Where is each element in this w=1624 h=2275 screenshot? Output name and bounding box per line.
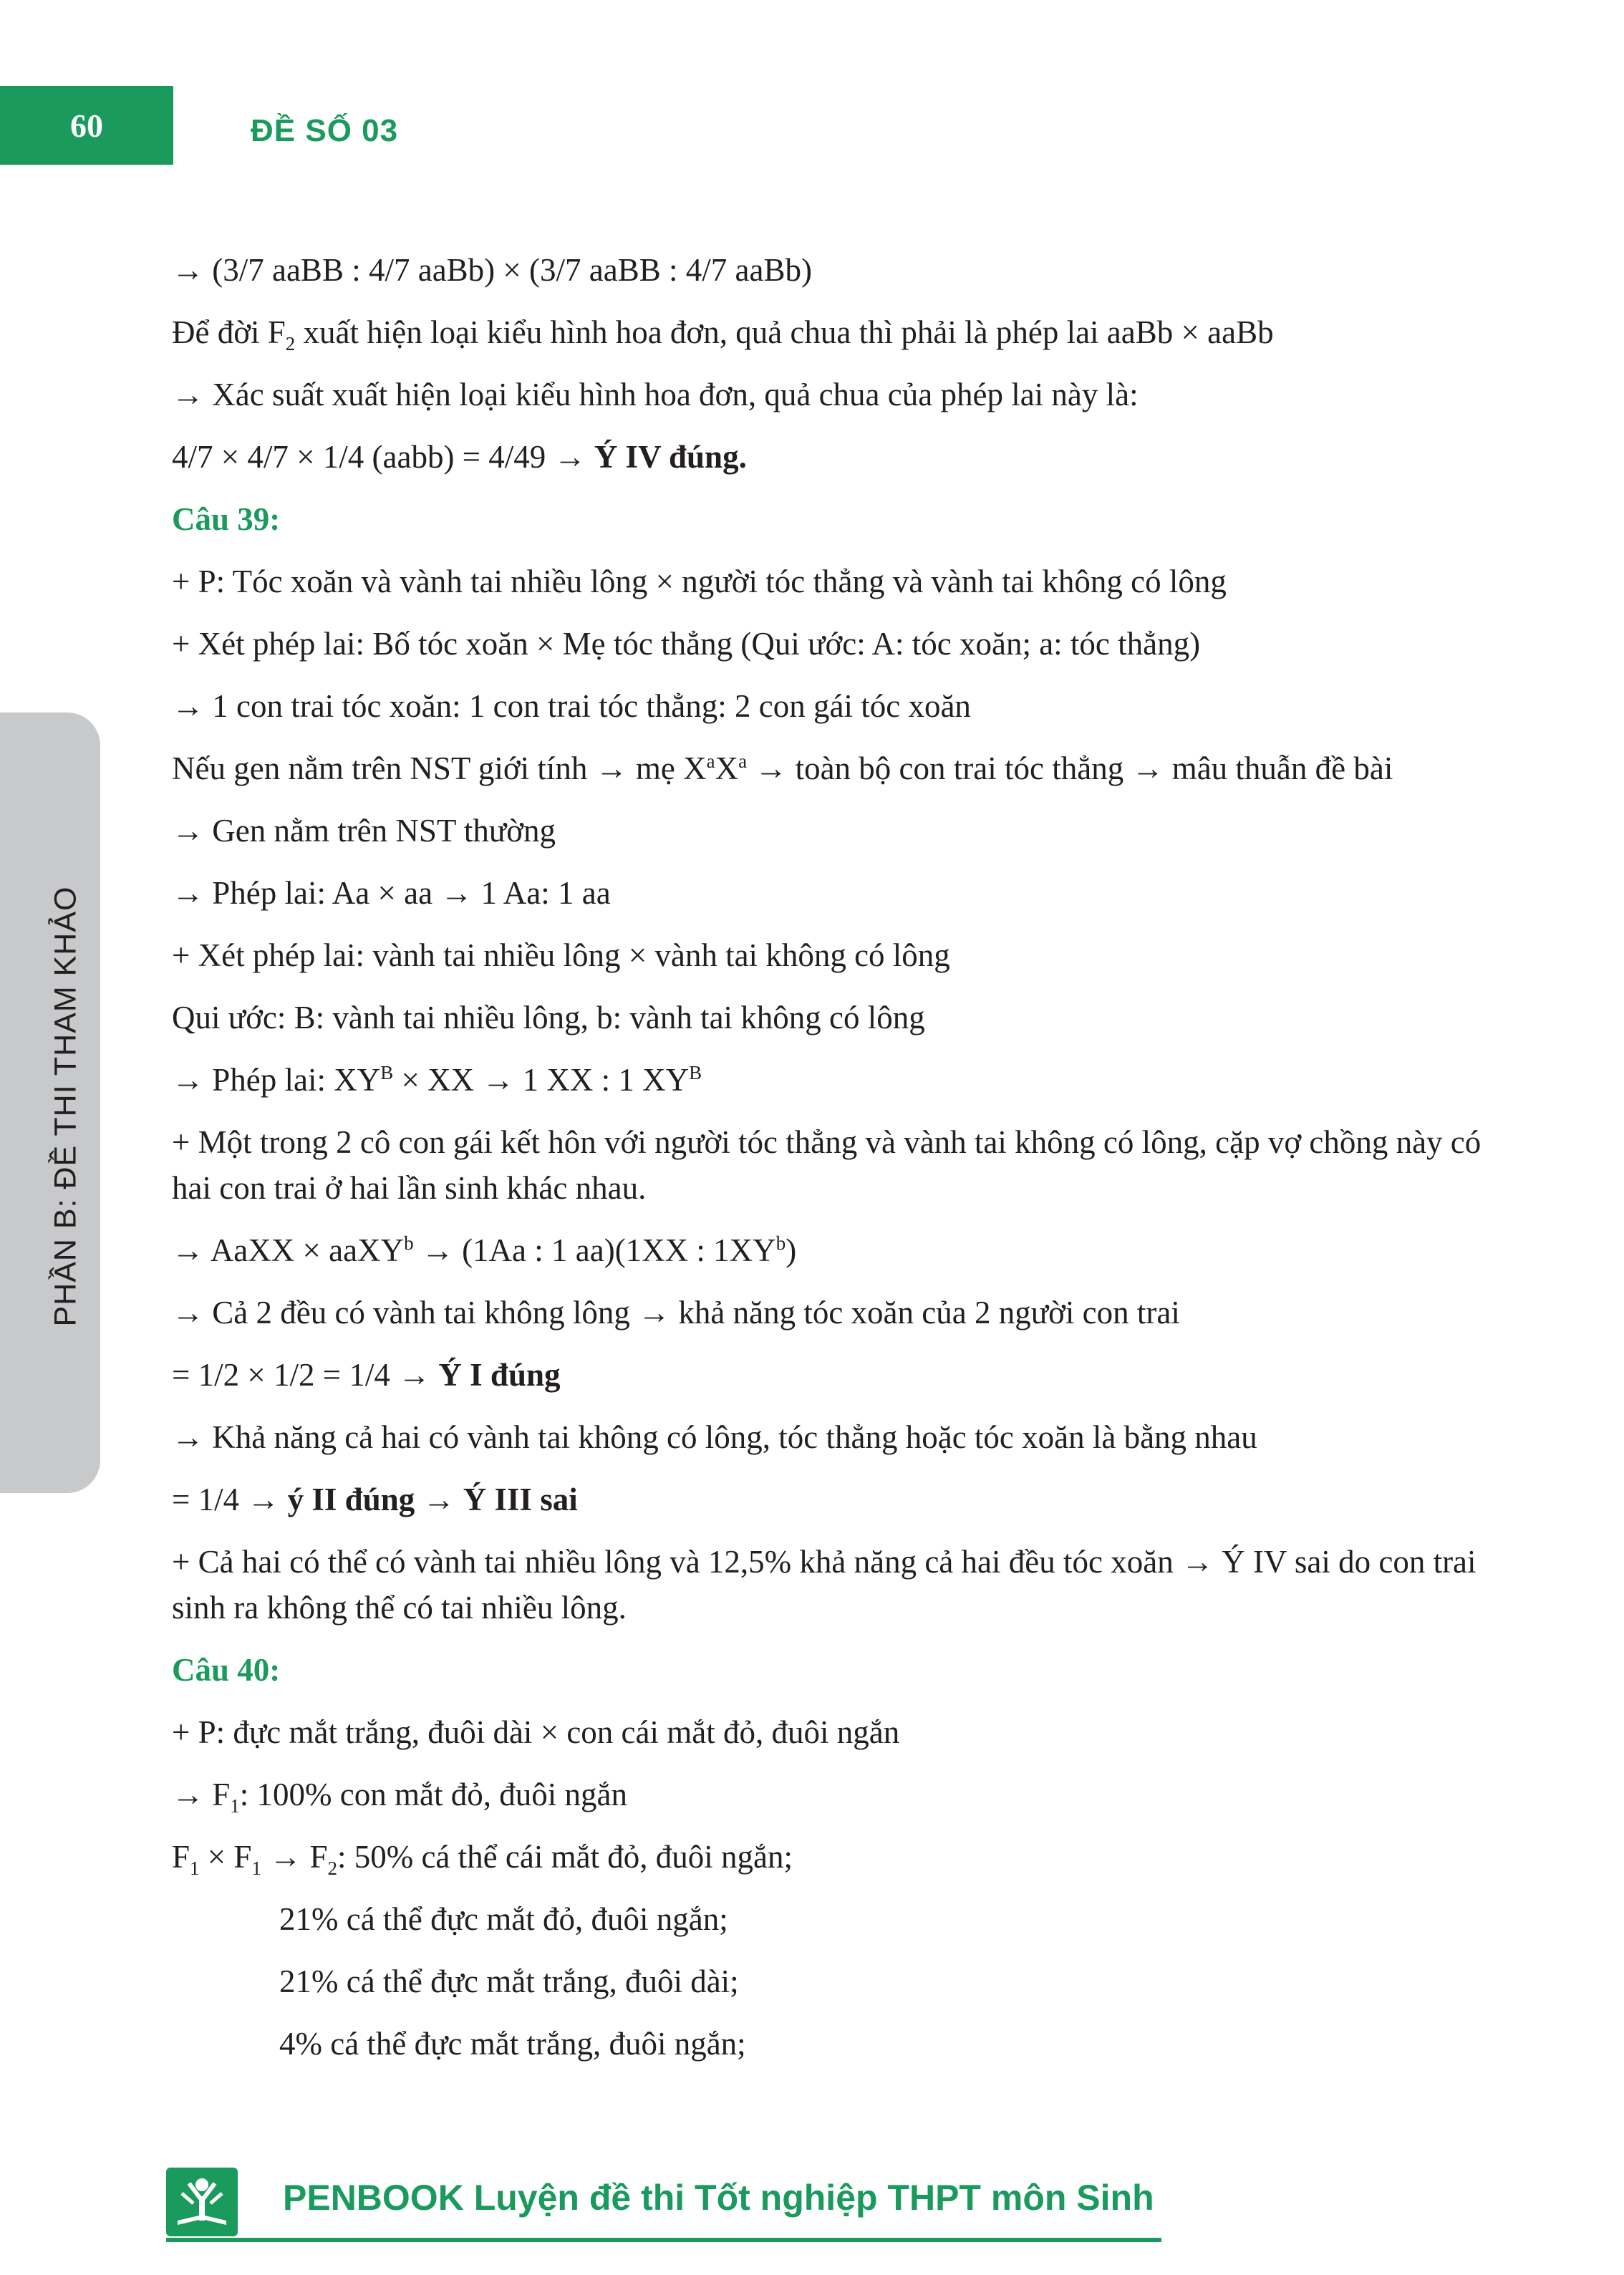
text-line: Để đời $F_2$ xuất hiện loại kiểu hình hoa đơn, quả chua thì phải là phép lai aaBb × aaBb [172,314,1274,354]
text-line: + Cả hai có thể có vành tai nhiều lông và 12,5% khả năng cả hai đều tóc xoăn → Ý IV sai do con trai sinh ra không thể có tai nhiều lông. [172,1544,1476,1626]
page-content [172,247,1482,2083]
text-line: + Xét phép lai: vành tai nhiều lông × vành tai không có lông [172,937,950,973]
text-line: + Một trong 2 cô con gái kết hôn với người tóc thẳng và vành tai không có lông, cặp vợ chồng này có hai con trai ở hai lần sinh khác nhau. [172,1124,1482,1206]
question-heading-40: Câu 40: [172,1652,281,1688]
text-line: Qui ước: B: vành tai nhiều lông, b: vành tai không có lông [172,1000,925,1035]
text-line: → (3/7 aaBB : 4/7 aaBb) × (3/7 aaBB : 4/7 aaBb) [172,252,812,288]
text-line: = 1/4 → ý II đúng → Ý III sai [172,1482,578,1517]
book-tree-logo-icon [166,2168,238,2236]
text-line: → Phép lai: Aa × aa → 1 Aa: 1 aa [172,875,611,911]
text-line: 21% cá thể đực mắt đỏ, đuôi ngắn; [279,1901,728,1937]
footer-book-title: PENBOOK Luyện đề thi Tốt nghiệp THPT môn Sinh [283,2178,1154,2218]
text-line: → 1 con trai tóc xoăn: 1 con trai tóc thẳng: 2 con gái tóc xoăn [172,688,971,724]
footer-rule [166,2238,1161,2242]
text-line: → Khả năng cả hai có vành tai không có lông, tóc thẳng hoặc tóc xoăn là bằng nhau [172,1419,1257,1455]
text-line: → Gen nằm trên NST thường [172,813,556,849]
side-tab-label: PHẦN B: ĐỀ THI THAM KHẢO [48,886,83,1327]
text-line: 4/7 × 4/7 × 1/4 (aabb) = 4/49 → Ý IV đúng. [172,439,747,475]
text-line: → Cả 2 đều có vành tai không lông → khả năng tóc xoăn của 2 người con trai [172,1295,1180,1330]
text-line: + P: đực mắt trắng, đuôi dài × con cái mắt đỏ, đuôi ngắn [172,1714,900,1750]
section-title: ĐỀ SỐ 03 [251,113,399,148]
text-line: + P: Tóc xoăn và vành tai nhiều lông × người tóc thẳng và vành tai không có lông [172,564,1227,599]
text-line: $F_1 \times F_1 \to F_2$: 50% cá thể cái mắt đỏ, đuôi ngắn; [172,1839,793,1879]
text-line: → AaXX × aaXY$^b$ → (1Aa : 1 aa)(1XX : $1XY^b$) [172,1232,797,1268]
text-line: → Phép lai: $XY^B$ × XX → 1 XX : 1 $XY^B$ [172,1062,702,1098]
text-line: → Xác suất xuất hiện loại kiểu hình hoa đơn, quả chua của phép lai này là: [172,377,1139,412]
text-line: + Xét phép lai: Bố tóc xoăn × Mẹ tóc thẳng (Qui ước: A: tóc xoăn; a: tóc thẳng) [172,626,1201,662]
text-line: → $F_1$: 100% con mắt đỏ, đuôi ngắn [172,1777,627,1817]
text-line: 4% cá thể đực mắt trắng, đuôi ngắn; [279,2026,746,2062]
text-line: 21% cá thể đực mắt trắng, đuôi dài; [279,1964,739,1999]
text-line: Nếu gen nằm trên NST giới tính → mẹ $X^aX^a$ → toàn bộ con trai tóc thẳng → mâu thuẫn đề bài [172,750,1393,786]
question-heading-39: Câu 39: [172,501,281,537]
page-number: 60 [0,86,173,165]
text-line: = 1/2 × 1/2 = 1/4 → Ý I đúng [172,1357,561,1393]
